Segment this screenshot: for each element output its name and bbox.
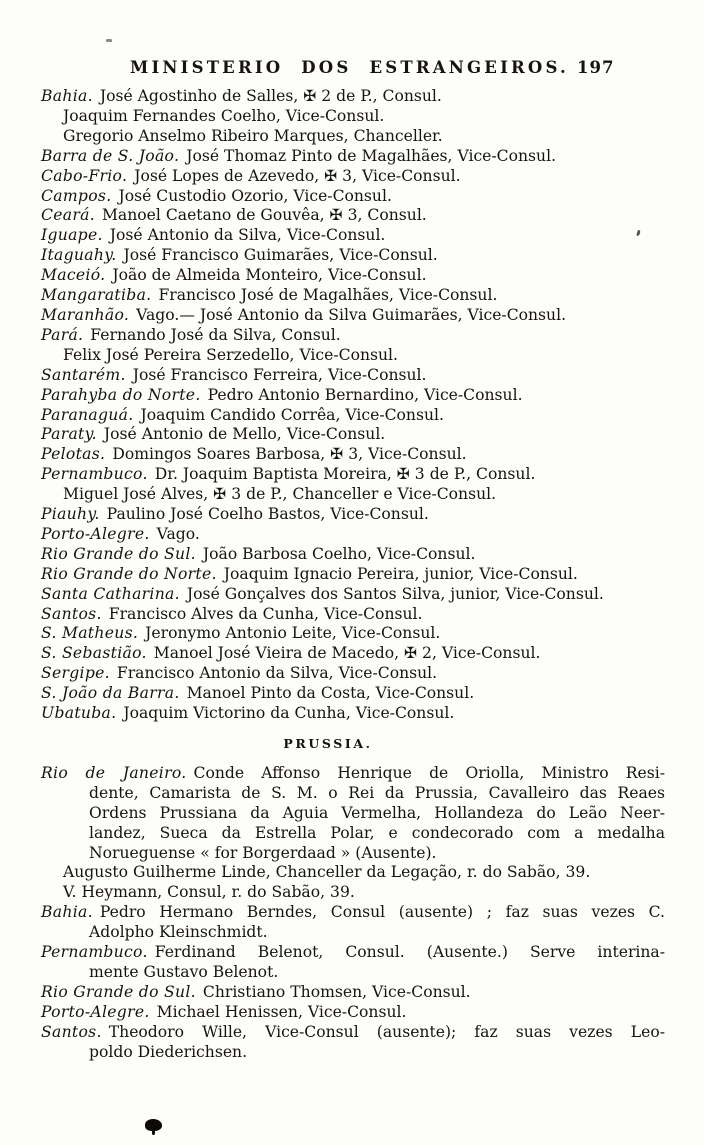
section-heading-prussia: PRUSSIA. <box>283 736 373 751</box>
entry-line <box>41 306 665 326</box>
entry-text: Christiano Thomsen, Vice-Consul. <box>202 982 471 1001</box>
entry-text: Felix José Pereira Serzedello, Vice-Consul. <box>63 345 398 364</box>
place-name: Maceió. <box>41 266 106 285</box>
entry-text: Domingos Soares Barbosa, ✠ 3, Vice-Consul. <box>112 445 467 464</box>
place-name: Bahia. <box>41 87 93 105</box>
entry-text: Joaquim Candido Corrêa, Vice-Consul. <box>140 405 444 424</box>
place-name: Pará. <box>41 325 84 344</box>
entry-text: José Francisco Guimarães, Vice-Consul. <box>123 246 438 265</box>
entry-text: Francisco Antonio da Silva, Vice-Consul. <box>116 664 438 683</box>
place-name: Santarém. <box>41 365 126 384</box>
entry-text: dente, Camarista de S. M. o Rei da Prussia, Cavalleiro das Reaes <box>89 783 665 802</box>
place-name: Rio de Janeiro. <box>41 763 187 782</box>
entry-line <box>41 883 665 903</box>
entry-text: Norueguense « for Borgerdaad » (Ausente). <box>89 843 437 862</box>
entry-line <box>41 127 665 147</box>
entry-text: Joaquim Fernandes Coelho, Vice-Consul. <box>63 106 385 125</box>
place-name: Rio Grande do Sul. <box>41 982 196 1001</box>
entry-text: Ferdinand Belenot, Consul. (Ausente.) Serve interina- <box>154 943 665 962</box>
place-name: Santos. <box>41 1022 102 1041</box>
entry-text: Vago.— José Antonio da Silva Guimarães, Vice-Consul. <box>136 305 567 324</box>
entry-line <box>41 366 665 386</box>
entry-line <box>41 963 665 983</box>
entry-line <box>41 903 665 923</box>
entry-line <box>41 943 665 963</box>
place-name: Santa Catharina. <box>41 584 180 603</box>
entry-text: Adolpho Kleinschmidt. <box>89 923 268 942</box>
entry-text: Manoel Caetano de Gouvêa, ✠ 3, Consul. <box>101 206 427 225</box>
place-name: Piauhy. <box>41 505 100 524</box>
entry-text: José Lopes de Azevedo, ✠ 3, Vice-Consul. <box>134 166 461 185</box>
entry-text: José Custodio Ozorio, Vice-Consul. <box>118 186 392 205</box>
entry-text: mente Gustavo Belenot. <box>89 962 279 981</box>
entry-line <box>41 764 665 784</box>
place-name: Maranhão. <box>41 305 130 324</box>
section-prussia-list <box>41 764 665 1063</box>
entry-line <box>41 844 665 864</box>
entry-text: Pedro Hermano Berndes, Consul (ausente) ; faz suas vezes C. <box>99 903 665 922</box>
place-name: Itaguahy. <box>41 246 117 265</box>
entry-line <box>41 804 665 824</box>
entry-line <box>41 286 665 306</box>
entry-line <box>41 147 665 167</box>
entry-text: Vago. <box>156 524 200 543</box>
entry-text: Theodoro Wille, Vice-Consul (ausente); faz suas vezes Leo- <box>108 1022 665 1041</box>
entry-line <box>41 1043 665 1063</box>
entry-line <box>41 445 665 465</box>
entry-text: V. Heymann, Consul, r. do Sabão, 39. <box>63 883 355 902</box>
entry-text: landez, Sueca da Estrella Polar, e condecorado com a medalha <box>89 823 665 842</box>
place-name: Ubatuba. <box>41 704 117 723</box>
entry-text: Paulino José Coelho Bastos, Vice-Consul. <box>106 505 429 524</box>
entry-line <box>41 585 665 605</box>
entry-text: João de Almeida Monteiro, Vice-Consul. <box>112 266 427 285</box>
entry-line <box>41 406 665 426</box>
place-name: Porto-Alegre. <box>41 524 150 543</box>
entry-line <box>41 107 665 127</box>
page-header-title: MINISTERIO DOS ESTRANGEIROS. <box>130 58 569 77</box>
place-name: S. Sebastião. <box>41 644 147 663</box>
entry-line <box>41 624 665 644</box>
page-number: 197 <box>577 58 615 77</box>
entry-line <box>41 664 665 684</box>
place-name: Bahia. <box>41 903 93 922</box>
entry-line <box>41 983 665 1003</box>
entry-line <box>41 386 665 406</box>
entry-line <box>41 684 665 704</box>
place-name: Iguape. <box>41 226 103 245</box>
entry-line <box>41 605 665 625</box>
entry-line <box>41 187 665 207</box>
entry-line <box>41 1003 665 1023</box>
entry-line <box>41 465 665 485</box>
ink-blot-artifact <box>145 1119 162 1131</box>
entry-text: João Barbosa Coelho, Vice-Consul. <box>202 544 476 563</box>
entry-text: Dr. Joaquim Baptista Moreira, ✠ 3 de P., Consul. <box>154 465 536 484</box>
section-consuls-list <box>41 87 665 724</box>
entry-text: Pedro Antonio Bernardino, Vice-Consul. <box>207 385 523 404</box>
place-name: Parahyba do Norte. <box>41 385 201 404</box>
entry-line <box>41 545 665 565</box>
place-name: Pernambuco. <box>41 943 148 962</box>
entry-line <box>41 266 665 286</box>
place-name: Barra de S. João. <box>41 146 180 165</box>
entry-text: José Thomaz Pinto de Magalhães, Vice-Consul. <box>186 146 557 165</box>
entry-line <box>41 226 665 246</box>
entry-text: Conde Affonso Henrique de Oriolla, Ministro Resi- <box>193 763 665 782</box>
entry-text: Francisco Alves da Cunha, Vice-Consul. <box>108 604 423 623</box>
place-name: Mangaratiba. <box>41 286 152 305</box>
entry-line <box>41 485 665 505</box>
place-name: Pernambuco. <box>41 465 148 484</box>
entry-line <box>41 87 665 107</box>
entry-text: Jeronymo Antonio Leite, Vice-Consul. <box>145 624 441 643</box>
entry-text: Francisco José de Magalhães, Vice-Consul. <box>158 286 498 305</box>
entry-text: poldo Diederichsen. <box>89 1042 248 1061</box>
entry-text: José Agostinho de Salles, ✠ 2 de P., Consul. <box>99 87 442 105</box>
entry-text: Joaquim Ignacio Pereira, junior, Vice-Consul. <box>223 564 578 583</box>
place-name: Santos. <box>41 604 102 623</box>
entry-line <box>41 505 665 525</box>
entry-text: José Francisco Ferreira, Vice-Consul. <box>132 365 427 384</box>
entry-line <box>41 1023 665 1043</box>
entry-line <box>41 824 665 844</box>
entry-text: Augusto Guilherme Linde, Chanceller da Legação, r. do Sabão, 39. <box>63 863 591 882</box>
place-name: Cabo-Frio. <box>41 166 128 185</box>
entry-line <box>41 346 665 366</box>
entry-text: Miguel José Alves, ✠ 3 de P., Chanceller e Vice-Consul. <box>63 485 497 504</box>
entry-line <box>41 565 665 585</box>
entry-text: Manoel José Vieira de Macedo, ✠ 2, Vice-Consul. <box>153 644 541 663</box>
place-name: Paraty. <box>41 425 97 444</box>
entry-line <box>41 246 665 266</box>
entry-text: Gregorio Anselmo Ribeiro Marques, Chanceller. <box>63 126 443 145</box>
place-name: Rio Grande do Norte. <box>41 564 217 583</box>
entry-text: Michael Henissen, Vice-Consul. <box>156 1002 407 1021</box>
entry-line <box>41 784 665 804</box>
entry-line <box>41 923 665 943</box>
entry-text: José Gonçalves dos Santos Silva, junior, Vice-Consul. <box>186 584 604 603</box>
place-name: Porto-Alegre. <box>41 1002 150 1021</box>
entry-line <box>41 704 665 724</box>
place-name: S. João da Barra. <box>41 684 180 703</box>
entry-line <box>41 525 665 545</box>
entry-line <box>41 425 665 445</box>
entry-line <box>41 167 665 187</box>
entry-text: Joaquim Victorino da Cunha, Vice-Consul. <box>123 704 455 723</box>
entry-text: Fernando José da Silva, Consul. <box>90 325 341 344</box>
entry-line <box>41 206 665 226</box>
consul-listing <box>41 87 665 1063</box>
entry-line <box>41 863 665 883</box>
entry-text: Ordens Prussiana da Aguia Vermelha, Hollandeza do Leão Neer- <box>89 803 665 822</box>
place-name: Paranaguá. <box>41 405 134 424</box>
entry-text: José Antonio da Silva, Vice-Consul. <box>109 226 386 245</box>
scan-speck <box>106 39 112 42</box>
entry-line <box>41 326 665 346</box>
running-head <box>0 58 704 84</box>
place-name: Sergipe. <box>41 664 110 683</box>
place-name: Rio Grande do Sul. <box>41 544 196 563</box>
entry-text: Manoel Pinto da Costa, Vice-Consul. <box>186 684 475 703</box>
place-name: Pelotas. <box>41 445 106 464</box>
entry-line <box>41 644 665 664</box>
place-name: Ceará. <box>41 206 95 225</box>
place-name: S. Matheus. <box>41 624 139 643</box>
entry-text: José Antonio de Mello, Vice-Consul. <box>103 425 386 444</box>
place-name: Campos. <box>41 186 112 205</box>
